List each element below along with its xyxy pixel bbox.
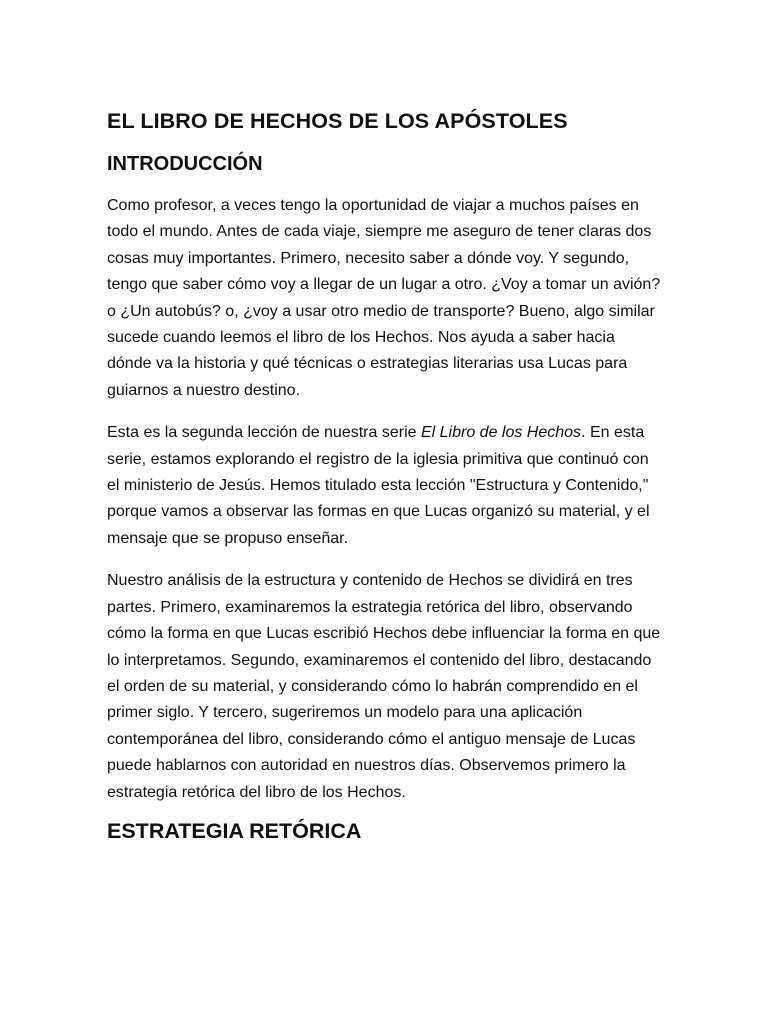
paragraph-series bbox=[107, 420, 662, 552]
paragraph-intro: Como profesor, a veces tengo la oportunidad de viajar a muchos países en todo el mundo. Antes de cada viaje, siempre me aseguro de tener claras dos cosas muy importantes. Primero, necesito saber a dónde voy. Y segundo, tengo que saber cómo voy a llegar de un lugar a otro. ¿Voy a tomar un avión? o ¿Un autobús? o, ¿voy a usar otro medio de transporte? Bueno, algo similar sucede cuando leemos el libro de los Hechos. Nos ayuda a saber hacia dónde va la historia y qué técnicas o estrategias literarias usa Lucas para guiarnos a nuestro destino. bbox=[107, 197, 661, 399]
section-heading-rhetorical-strategy: ESTRATEGIA RETÓRICA bbox=[107, 818, 362, 843]
paragraph-analysis: Nuestro análisis de la estructura y contenido de Hechos se dividirá en tres partes. Primero, examinaremos la estrategia retórica del libro, observando cómo la forma en que Lucas escribió Hechos debe influenciar la forma en que lo interpretamos. Segundo, examinaremos el contenido del libro, destacando el orden de su material, y considerando cómo lo habrán comprendido en el primer siglo. Y tercero, sugeriremos un modelo para una aplicación contemporánea del libro, considerando cómo el antiguo mensaje de Lucas puede hablarnos con autoridad en nuestros días. Observemos primero la estrategia retórica del libro de los Hechos. bbox=[107, 572, 661, 801]
series-title-italic: El Libro de los Hechos bbox=[420, 424, 582, 442]
introduction-heading: INTRODUCCIÓN bbox=[107, 153, 263, 175]
document-title: EL LIBRO DE HECHOS DE LOS APÓSTOLES bbox=[107, 109, 568, 133]
paragraph-series-text-start: Esta es la segunda lección de nuestra serie bbox=[107, 424, 421, 442]
paragraph-series-text-end: . En esta serie, estamos explorando el registro de la iglesia primitiva que continuó con el ministerio de Jesús. Hemos titulado esta lección "Estructura y Contenido," porque vamos a observar las formas en que Lucas organizó su material, y el mensaje que se propuso enseñar. bbox=[107, 424, 650, 547]
